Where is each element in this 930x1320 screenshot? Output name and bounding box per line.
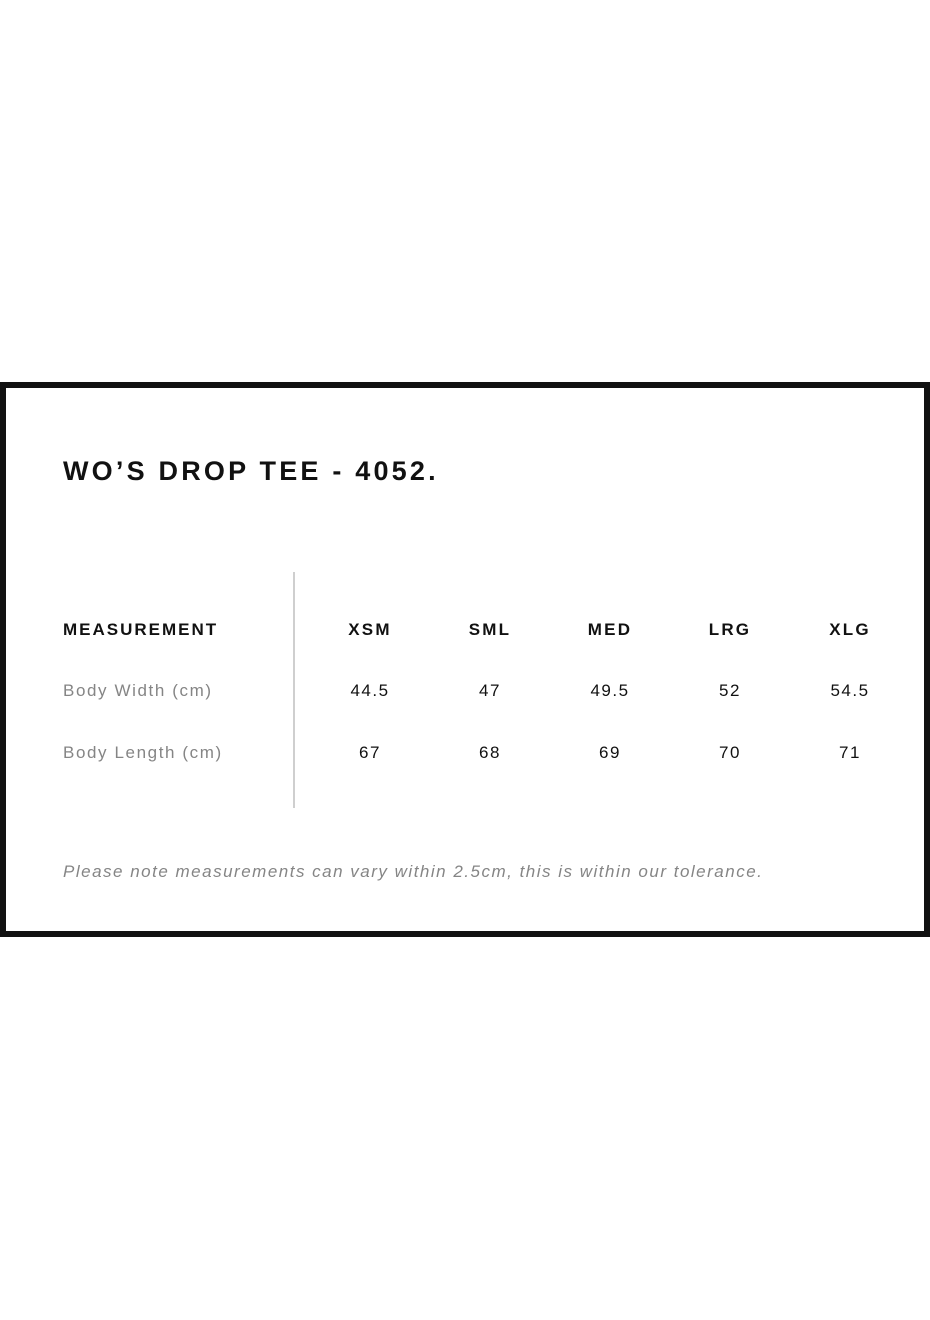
table-cell: 54.5 [830, 681, 870, 700]
table-cell: 67 [359, 743, 381, 762]
table-cell: 68 [479, 743, 501, 762]
chart-title: WO’S DROP TEE - 4052. [63, 456, 439, 486]
size-header-sml: SML [468, 620, 512, 639]
table-cell: 71 [839, 743, 861, 762]
row-label-body-width: Body Width (cm) [63, 681, 213, 700]
table-cell: 70 [719, 743, 741, 762]
table-row-body-length [6, 743, 924, 767]
table-cell: 49.5 [590, 681, 630, 700]
size-header-med: MED [587, 620, 633, 639]
table-cell: 44.5 [350, 681, 390, 700]
size-header-xsm: XSM [348, 620, 392, 639]
table-row-body-width [6, 681, 924, 705]
size-header-lrg: LRG [708, 620, 752, 639]
table-cell: 52 [719, 681, 741, 700]
measurement-header: MEASUREMENT [63, 620, 219, 639]
row-label-body-length: Body Length (cm) [63, 743, 223, 762]
size-header-xlg: XLG [829, 620, 871, 639]
size-chart-card [0, 382, 930, 937]
table-cell: 69 [599, 743, 621, 762]
table-header-row [6, 620, 924, 644]
table-cell: 47 [479, 681, 501, 700]
tolerance-note: Please note measurements can vary within 2.5cm, this is within our tolerance. [63, 862, 764, 881]
